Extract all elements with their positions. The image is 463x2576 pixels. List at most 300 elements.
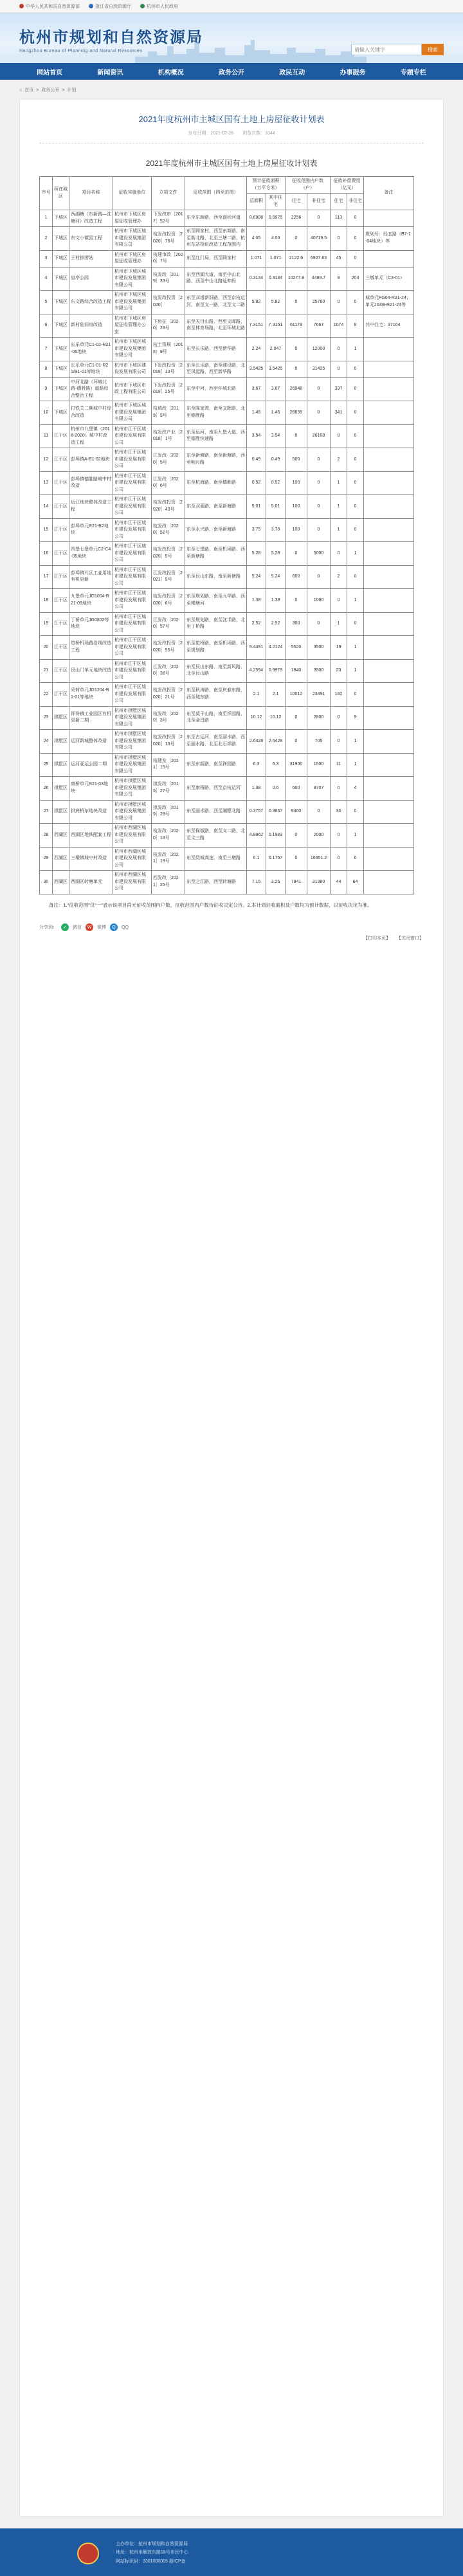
qq-icon[interactable]: Q <box>110 923 118 931</box>
footer-line: 主办单位：杭州市规划和自然资源局 <box>116 2542 188 2546</box>
search-input[interactable] <box>351 44 422 55</box>
cell-scope: 东至笕桥路，南至机场路，西至规划路 <box>185 636 247 660</box>
cell-unit: 杭州市下城区城市建设发展集团有限公司 <box>113 338 152 361</box>
header-unit: 征收实施单位 <box>113 177 152 210</box>
table-row <box>40 518 414 542</box>
cell-seq: 24 <box>40 730 53 754</box>
top-link-label: 中华人民共和国自然资源部 <box>26 4 80 9</box>
cell-seq: 23 <box>40 706 53 730</box>
cell-remark <box>364 542 414 566</box>
cell-project: 康桥单元R21-03地块 <box>69 777 113 801</box>
cell-approval: 杭发改投资［2020］43号 <box>152 495 185 519</box>
table-row <box>40 589 414 613</box>
cell-count-nonres: 3500 <box>307 659 331 683</box>
cell-area-res: 0.9979 <box>266 659 286 683</box>
cell-seq: 29 <box>40 847 53 871</box>
cell-count-res: 0 <box>286 730 307 754</box>
cell-area-res: 1.071 <box>266 250 286 267</box>
cell-unit: 杭州市下城区城市建设发展集团有限公司 <box>113 227 152 251</box>
cell-funds-nonres: 0 <box>347 471 364 495</box>
cell-funds-nonres: 0 <box>347 448 364 472</box>
cell-count-nonres: 3500 <box>307 636 331 660</box>
cell-seq: 6 <box>40 314 53 338</box>
header-district: 所在城区 <box>53 177 69 210</box>
cell-funds-res: 0 <box>331 589 347 613</box>
cell-funds-res: 0 <box>331 777 347 801</box>
cell-unit: 杭州市江干区城市建设发展有限公司 <box>113 495 152 519</box>
cell-approval: 杭发改［2019］33号 <box>152 267 185 291</box>
cell-approval: 杭发改投资［2020］55号 <box>152 636 185 660</box>
cell-area-total: 2.6428 <box>247 730 266 754</box>
cell-scope: 东至莫干山路，南至祥园路，北至金昌路 <box>185 706 247 730</box>
cell-approval: 下发改投资［2019］25号 <box>152 377 185 401</box>
cell-seq: 16 <box>40 542 53 566</box>
cell-count-nonres: 0 <box>307 210 331 227</box>
cell-remark <box>364 871 414 894</box>
weibo-icon[interactable]: W <box>86 923 93 931</box>
cell-project: 打铁关二期城中村综合改造 <box>69 401 113 425</box>
cell-count-nonres: 0 <box>307 495 331 519</box>
cell-count-nonres: 23491 <box>307 683 331 707</box>
header-count-res: 住宅 <box>331 194 347 210</box>
table-row <box>40 424 414 448</box>
cell-seq: 8 <box>40 361 53 377</box>
table-row <box>40 565 414 589</box>
cell-unit: 杭州市江干区城市建设发展有限公司 <box>113 448 152 472</box>
cell-count-res: 26948 <box>286 377 307 401</box>
cell-funds-res: 0 <box>331 824 347 848</box>
cell-project: 杭州市九堡镇（2018-2020）城中村改造工程 <box>69 424 113 448</box>
cell-district: 下城区 <box>53 361 69 377</box>
cell-seq: 19 <box>40 612 53 636</box>
cell-funds-nonres: 1 <box>347 636 364 660</box>
cell-funds-nonres: 9 <box>347 706 364 730</box>
cell-unit: 杭州市西湖区城市建设发展有限公司 <box>113 847 152 871</box>
skyline-decoration <box>135 37 367 63</box>
cell-approval: 杭城改［2019］9号 <box>152 401 185 425</box>
cell-district: 下城区 <box>53 210 69 227</box>
cell-funds-res: 45 <box>331 250 347 267</box>
cell-district: 江干区 <box>53 542 69 566</box>
cell-funds-res: 19 <box>331 636 347 660</box>
cell-count-res: 0 <box>286 227 307 251</box>
cell-funds-res: 36 <box>331 800 347 824</box>
cell-unit: 杭州市西湖区城市建设发展有限公司 <box>113 871 152 894</box>
cell-remark <box>364 730 414 754</box>
cell-funds-nonres: 1 <box>347 730 364 754</box>
cell-approval: 杭土资规（2018）9号 <box>152 338 185 361</box>
logo-subtitle: Hangzhou Bureau of Planning and Natural Resources <box>19 49 143 53</box>
cell-count-nonres: 25760 <box>307 291 331 314</box>
top-link-hz[interactable] <box>140 3 178 10</box>
publish-date: 发布日期：2021-02-26 <box>188 131 234 136</box>
cell-project: 九堡单元JG1004-R21-09地块 <box>69 589 113 613</box>
cell-scope: 东至东新路，西至现状河道 <box>185 210 247 227</box>
cell-project: 皇亭公园 <box>69 267 113 291</box>
cell-district: 下城区 <box>53 314 69 338</box>
view-count: 浏览次数：1044 <box>242 131 275 136</box>
cell-project: 艮山门单元地块改造 <box>69 659 113 683</box>
cell-funds-res: 0 <box>331 338 347 361</box>
cell-funds-nonres: 8 <box>347 314 364 338</box>
cell-seq: 27 <box>40 800 53 824</box>
cell-area-res: 2.1 <box>266 683 286 707</box>
cell-area-res: 0.1983 <box>266 824 286 848</box>
cell-seq: 30 <box>40 871 53 894</box>
cell-count-res: 0 <box>286 424 307 448</box>
cell-area-res: 4.2124 <box>266 636 286 660</box>
cell-count-nonres: 12000 <box>307 338 331 361</box>
gov-badge-icon[interactable] <box>77 2543 99 2564</box>
cell-approval: 杭发改投资［2020］76号 <box>152 227 185 251</box>
cell-remark <box>364 495 414 519</box>
cell-count-res: 26659 <box>286 401 307 425</box>
cell-unit: 杭州市下城区城市建设发展集团有限公司 <box>113 291 152 314</box>
cell-count-res: 7841 <box>286 871 307 894</box>
cell-count-res: 0 <box>286 361 307 377</box>
search-box <box>351 44 444 55</box>
cell-unit: 杭州市拱墅区城市建设发展集团有限公司 <box>113 800 152 824</box>
cell-remark <box>364 518 414 542</box>
cell-district: 江干区 <box>53 424 69 448</box>
cell-seq: 20 <box>40 636 53 660</box>
cell-funds-res: 9 <box>331 267 347 291</box>
table-row <box>40 250 414 267</box>
header-project: 项目名称 <box>69 177 113 210</box>
cell-approval: 江发改［2020］57号 <box>152 612 185 636</box>
cell-area-res: 2.047 <box>266 338 286 361</box>
cell-funds-nonres: 1 <box>347 338 364 361</box>
table-row <box>40 542 414 566</box>
cell-scope: 东至保俶路，南至文二路，北至文三路 <box>185 824 247 848</box>
cell-area-res: 0.49 <box>266 448 286 472</box>
cell-approval: 杭发改产业［2018］1号 <box>152 424 185 448</box>
cell-area-total: 0.3757 <box>247 800 266 824</box>
cell-count-nonres: 26108 <box>307 424 331 448</box>
cell-district: 下城区 <box>53 401 69 425</box>
cell-unit: 杭州市下城区城市建设发展集团有限公司 <box>113 267 152 291</box>
cell-funds-nonres: 0 <box>347 401 364 425</box>
header-area-res: 其中住宅 <box>266 194 286 210</box>
cell-area-res: 3.5425 <box>266 361 286 377</box>
cell-project: 四堡七堡单元C2-C4-05地块 <box>69 542 113 566</box>
header-count-nonres: 非住宅 <box>307 194 331 210</box>
cell-unit: 杭州市下城区房屋征收管理办公室 <box>113 314 152 338</box>
header-scope: 征收范围（四至范围） <box>185 177 247 210</box>
cell-count-res: 500 <box>286 448 307 472</box>
cell-area-total: 1.45 <box>247 401 266 425</box>
cell-project: 运河新城整体改造 <box>69 730 113 754</box>
cell-remark: 其中住宅：37164 <box>364 314 414 338</box>
cell-scope: 东至东新路，南至祥园路 <box>185 753 247 777</box>
cell-count-nonres: 31425 <box>307 361 331 377</box>
cell-count-nonres: 0 <box>307 565 331 589</box>
cell-seq: 10 <box>40 401 53 425</box>
cell-approval: 下发改投资［2019］13号 <box>152 361 185 377</box>
cell-funds-res: 113 <box>331 210 347 227</box>
cell-unit: 杭州市拱墅区城市建设发展集团有限公司 <box>113 777 152 801</box>
nav-item-news[interactable]: 新闻资讯 <box>97 69 123 77</box>
cell-unit: 杭州市下城区房屋征收管理办 <box>113 210 152 227</box>
cell-area-total: 2.1 <box>247 683 266 707</box>
cell-area-total: 2.52 <box>247 612 266 636</box>
cell-remark <box>364 777 414 801</box>
cell-remark: 三墩单元（C3-01） <box>364 267 414 291</box>
cell-district: 拱墅区 <box>53 730 69 754</box>
cell-unit: 杭州市江干区城市建设发展有限公司 <box>113 518 152 542</box>
cell-unit: 杭州市江干区城市建设发展有限公司 <box>113 659 152 683</box>
cell-district: 拱墅区 <box>53 706 69 730</box>
cell-funds-res: 11 <box>331 753 347 777</box>
cell-scope: 东至绕城高速，南至三墩路 <box>185 847 247 871</box>
cell-funds-nonres: 0 <box>347 518 364 542</box>
cell-scope: 东至长乐路，西至新华路 <box>185 338 247 361</box>
cell-count-nonres: 16651.2 <box>307 847 331 871</box>
cell-area-total: 5.28 <box>247 542 266 566</box>
cell-remark <box>364 361 414 377</box>
cell-count-res: 100 <box>286 471 307 495</box>
table-row <box>40 291 414 314</box>
cell-area-res: 0.6975 <box>266 210 286 227</box>
cell-unit: 杭州市下城区城市建设发展集团有限公司 <box>113 401 152 425</box>
cell-project: 彭埠单元R21-B2地块 <box>69 518 113 542</box>
header-approval: 立项文件 <box>152 177 185 210</box>
cell-count-res: 61178 <box>286 314 307 338</box>
cell-funds-nonres: 4 <box>347 777 364 801</box>
cell-project: 采荷单元JG1204-B1-01等地块 <box>69 683 113 707</box>
cell-project: 运河亚运公园二期 <box>69 753 113 777</box>
cell-district: 下城区 <box>53 267 69 291</box>
cell-count-nonres: 0 <box>307 448 331 472</box>
nav-item-interact[interactable]: 政民互动 <box>279 69 305 77</box>
nav-item-gov[interactable]: 政务公开 <box>218 69 244 77</box>
cell-funds-res: 337 <box>331 377 347 401</box>
cell-scope: 东至顾家村，西至东新路，南至新北路，北至三塘二路，杭州东站枢纽改造工程范围内 <box>185 227 247 251</box>
cell-count-nonres: 2800 <box>307 706 331 730</box>
wechat-icon[interactable]: ✓ <box>61 923 69 931</box>
cell-scope: 东至西湖大道，南至中山北路，西至中山北路延伸段 <box>185 267 247 291</box>
cell-count-nonres: 7667 <box>307 314 331 338</box>
cell-area-total: 4.2594 <box>247 659 266 683</box>
cell-area-res: 6.3 <box>266 753 286 777</box>
cell-area-res: 1.38 <box>266 589 286 613</box>
cell-funds-res: 23 <box>331 659 347 683</box>
header-count-group: 征收范围内户数（户） <box>286 177 331 194</box>
breadcrumb-item-plan[interactable]: 计划 <box>67 88 77 93</box>
footer-line: 地址：杭州市解放东路18号市民中心 <box>116 2550 188 2555</box>
cell-project: 长乐单元C1-01-R21/B1-01等地块 <box>69 361 113 377</box>
cell-funds-res: 0 <box>331 706 347 730</box>
cell-count-res: 0 <box>286 291 307 314</box>
cell-count-res: 10012 <box>286 683 307 707</box>
table-row <box>40 777 414 801</box>
cell-approval: 杭发改［2020］3号 <box>152 706 185 730</box>
share-weibo-label[interactable]: 微博 <box>97 925 106 930</box>
cell-project: 新村危旧房改造 <box>69 314 113 338</box>
cell-remark: 规划号：经五路（B7-1-04地块）等 <box>364 227 414 251</box>
header-remark: 备注 <box>364 177 414 210</box>
zj-icon <box>89 4 93 8</box>
cell-area-total: 0.3134 <box>247 267 266 291</box>
cell-funds-nonres: 204 <box>347 267 364 291</box>
cell-scope: 东至康桥路，西至京杭运河 <box>185 777 247 801</box>
nav-item-topics[interactable]: 专题专栏 <box>400 69 426 77</box>
article-meta <box>39 130 424 136</box>
footer-info <box>116 2540 188 2566</box>
table-row <box>40 730 414 754</box>
cell-count-nonres: 0 <box>307 518 331 542</box>
cell-unit: 杭州市江干区城市建设发展有限公司 <box>113 565 152 589</box>
cell-unit: 杭州市江干区城市建设发展有限公司 <box>113 542 152 566</box>
print-button[interactable]: 【打印本页】 <box>363 936 390 941</box>
cell-funds-nonres: 1 <box>347 824 364 848</box>
cell-project: 西湖区转塘单元 <box>69 871 113 894</box>
cell-approval: 拱发改［2019］27号 <box>152 777 185 801</box>
cell-area-total: 1.38 <box>247 589 266 613</box>
cell-area-res: 5.82 <box>266 291 286 314</box>
cell-district: 西湖区 <box>53 847 69 871</box>
cell-area-total: 1.38 <box>247 777 266 801</box>
cell-district: 江干区 <box>53 612 69 636</box>
nav-item-service[interactable]: 办事服务 <box>340 69 366 77</box>
cell-approval: 杭建发［2021］15号 <box>152 753 185 777</box>
table-row <box>40 401 414 425</box>
breadcrumb-separator: > <box>36 87 39 93</box>
cell-funds-nonres: 1 <box>347 542 364 566</box>
share-qq-label[interactable]: QQ <box>122 925 129 930</box>
nav-item-about[interactable]: 机构概况 <box>158 69 184 77</box>
cell-area-total: 3.75 <box>247 518 266 542</box>
cell-count-nonres: 40719.5 <box>307 227 331 251</box>
cell-funds-res: 1 <box>331 518 347 542</box>
cell-remark <box>364 565 414 589</box>
cell-count-nonres: 0 <box>307 800 331 824</box>
cell-remark <box>364 401 414 425</box>
cell-remark <box>364 659 414 683</box>
cell-area-res: 5.01 <box>266 495 286 519</box>
cell-scope: 东至七堡路，南至机场路，西至新塘路 <box>185 542 247 566</box>
cell-funds-res: 2 <box>331 448 347 472</box>
cell-area-total: 6.3 <box>247 753 266 777</box>
cell-district: 西湖区 <box>53 824 69 848</box>
cell-project: 西湖塘（东新路—沈塘河）改造工程 <box>69 210 113 227</box>
cell-scope: 东至双塔新旧路，西至京杭运河，南至文一路，北至文二路 <box>185 291 247 314</box>
nav-item-home[interactable]: 网站首页 <box>37 69 63 77</box>
cell-scope: 东至规划路，南至沈半路，北至丁桥路 <box>185 612 247 636</box>
table-body <box>40 210 414 894</box>
cell-count-nonres: 1080 <box>307 589 331 613</box>
cell-funds-nonres: 64 <box>347 871 364 894</box>
cell-area-total: 5.01 <box>247 495 266 519</box>
top-link-mnr[interactable] <box>19 3 80 10</box>
share-wechat-label[interactable]: 微信 <box>73 925 82 930</box>
cell-district: 江干区 <box>53 565 69 589</box>
cell-project: 祥符镇工业园区有机更新二期 <box>69 706 113 730</box>
cell-funds-res: 0 <box>331 424 347 448</box>
cell-count-res: 600 <box>286 777 307 801</box>
cell-area-res: 5.28 <box>266 542 286 566</box>
cell-district: 江干区 <box>53 471 69 495</box>
cell-approval: 江发改［2020］38号 <box>152 659 185 683</box>
cell-remark <box>364 424 414 448</box>
cell-scope: 东至红门局，西至顾家村 <box>185 250 247 267</box>
cell-area-res: 2.52 <box>266 612 286 636</box>
search-button[interactable]: 搜索 <box>422 44 444 55</box>
cell-count-res: 0 <box>286 824 307 848</box>
cell-count-nonres: 31380 <box>307 871 331 894</box>
breadcrumb-item-home[interactable]: 首页 <box>24 88 34 93</box>
cell-seq: 15 <box>40 518 53 542</box>
cell-funds-nonres: 0 <box>347 227 364 251</box>
cell-scope: 东至长乐路，南至建设路，北至凤起路，西至新华路 <box>185 361 247 377</box>
main-nav <box>0 63 463 80</box>
cell-seq: 28 <box>40 824 53 848</box>
cell-scope: 东至运河，南至九堡大道，西至德胜快速路 <box>185 424 247 448</box>
cell-project: 东文小微园工程 <box>69 227 113 251</box>
table-row <box>40 338 414 361</box>
cell-area-total: 5.24 <box>247 565 266 589</box>
cell-area-total: 5.82 <box>247 291 266 314</box>
table-row <box>40 314 414 338</box>
cell-area-total: 1.071 <box>247 250 266 267</box>
table-row <box>40 706 414 730</box>
cell-funds-res: 44 <box>331 871 347 894</box>
top-link-zj[interactable] <box>89 3 131 10</box>
cell-funds-res: 2 <box>331 565 347 589</box>
cell-area-res: 3.54 <box>266 424 286 448</box>
cell-count-res: 0 <box>286 706 307 730</box>
close-window-button[interactable]: 【关闭窗口】 <box>397 936 424 941</box>
cell-approval: 杭发改［2020］18号 <box>152 824 185 848</box>
share-label: 分享到： <box>39 925 57 930</box>
cell-funds-res: 0 <box>331 730 347 754</box>
cell-seq: 11 <box>40 424 53 448</box>
cell-area-total: 3.67 <box>247 377 266 401</box>
footer-line: 网站标识码：3301000005 浙ICP备 <box>116 2559 186 2564</box>
cell-seq: 14 <box>40 495 53 519</box>
table-row <box>40 824 414 848</box>
cell-funds-nonres: 1 <box>347 589 364 613</box>
cell-seq: 4 <box>40 267 53 291</box>
cell-seq: 7 <box>40 338 53 361</box>
cell-scope: 东至永兴路，南至新塘路 <box>185 518 247 542</box>
cell-count-nonres: 6927.63 <box>307 250 331 267</box>
breadcrumb-item-gov[interactable]: 政务公开 <box>41 88 60 93</box>
cell-funds-nonres: 0 <box>347 361 364 377</box>
table-row <box>40 753 414 777</box>
cell-funds-res: 1 <box>331 612 347 636</box>
cell-project: 彭埠镇A-B1-02地块 <box>69 448 113 472</box>
cell-scope: 东至杭海路，南至德胜路 <box>185 471 247 495</box>
cell-approval: 杭建市政［2020］7号 <box>152 250 185 267</box>
page-actions <box>39 935 424 941</box>
cell-seq: 9 <box>40 377 53 401</box>
cell-scope: 东至秋涛路，南至庆春东路，西至城东路 <box>185 683 247 707</box>
cell-area-total: 6.1 <box>247 847 266 871</box>
cell-project: 三墩镇城中村改造 <box>69 847 113 871</box>
cell-area-total: 3.54 <box>247 424 266 448</box>
header-area-total: 总面积 <box>247 194 266 210</box>
table-row <box>40 227 414 251</box>
cell-unit: 杭州市下城区建设发展有限公司 <box>113 361 152 377</box>
cell-count-res: 100 <box>286 518 307 542</box>
cell-remark: 城单元FG04-R21-24；单元JG08-R21-24等 <box>364 291 414 314</box>
cell-count-nonres: 0 <box>307 401 331 425</box>
cell-count-res: 0 <box>286 847 307 871</box>
cell-seq: 1 <box>40 210 53 227</box>
cell-count-nonres: 1500 <box>307 753 331 777</box>
cell-unit: 杭州市下城区市政工程有限公司 <box>113 377 152 401</box>
